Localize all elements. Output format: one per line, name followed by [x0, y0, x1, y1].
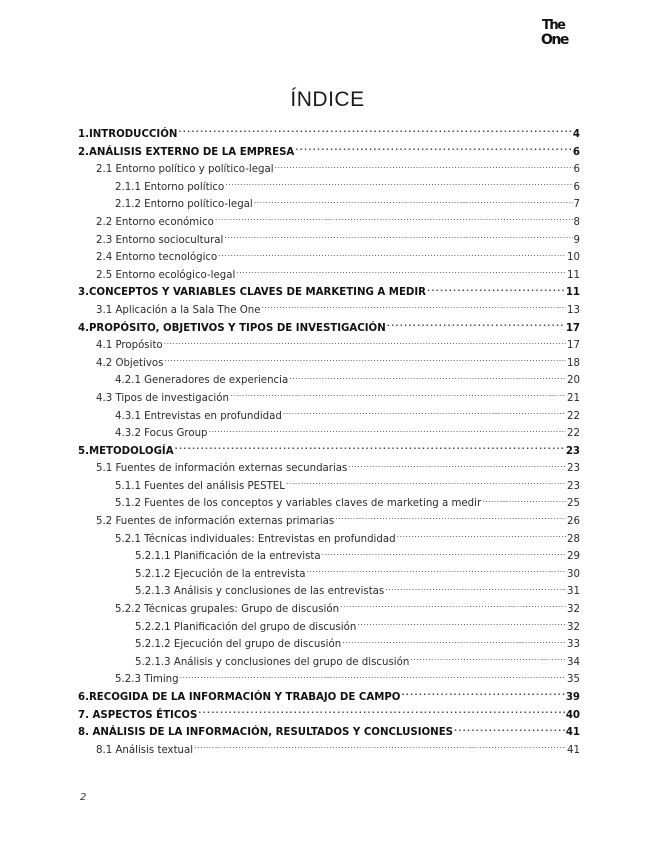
toc-dot-leader [198, 708, 565, 718]
toc-entry-page: 11 [565, 287, 580, 299]
toc-entry[interactable] [78, 161, 580, 179]
toc-entry[interactable] [78, 742, 580, 760]
toc-entry[interactable] [78, 443, 580, 461]
toc-entry-page: 6 [572, 146, 580, 158]
toc-entry-page: 20 [567, 375, 580, 387]
toc-entry[interactable] [78, 460, 580, 478]
toc-entry[interactable] [78, 724, 580, 742]
toc-entry-title: 8.1 Análisis textual [96, 744, 194, 756]
toc-entry-title: 4.3 Tipos de investigación [96, 392, 229, 404]
toc-entry[interactable] [78, 267, 580, 285]
toc-entry-page: 17 [567, 340, 580, 352]
toc-entry[interactable] [78, 408, 580, 426]
toc-entry-title: 5.2.1.3 Análisis y conclusiones del grupo de discusión [135, 656, 410, 668]
toc-entry[interactable] [78, 320, 580, 338]
toc-entry[interactable] [78, 513, 580, 531]
toc-dot-leader [215, 215, 573, 225]
toc-entry-title: 3.CONCEPTOS Y VARIABLES CLAVES DE MARKETING A MEDIR [78, 287, 426, 299]
toc-entry-title: 2.1.2 Entorno político-legal [115, 199, 253, 211]
toc-entry-title: 4.2.1 Generadores de experiencia [115, 375, 289, 387]
toc-entry-title: 2.2 Entorno económico [96, 216, 214, 228]
toc-dot-leader [230, 391, 566, 401]
toc-dot-leader [180, 672, 566, 682]
toc-entry-page: 34 [567, 656, 580, 668]
toc-entry-title: 5.2.1.1 Planificación de la entrevista [135, 551, 321, 563]
toc-entry-page: 22 [567, 410, 580, 422]
toc-entry[interactable] [78, 619, 580, 637]
toc-entry-title: 4.3.1 Entrevistas en profundidad [115, 410, 282, 422]
toc-entry-title: 5.2 Fuentes de información externas primarias [96, 516, 335, 528]
toc-entry-page: 13 [567, 304, 580, 316]
toc-dot-leader [209, 426, 567, 436]
toc-dot-leader [454, 725, 565, 735]
toc-entry[interactable] [78, 548, 580, 566]
toc-entry-page: 6 [573, 181, 580, 193]
toc-entry-page: 32 [567, 604, 580, 616]
toc-entry-page: 11 [567, 269, 580, 281]
toc-entry-page: 30 [567, 568, 580, 580]
toc-entry-title: 2.3 Entorno sociocultural [96, 234, 224, 246]
toc-entry[interactable] [78, 531, 580, 549]
toc-entry-title: 5.2.1.3 Análisis y conclusiones de las entrevistas [135, 586, 385, 598]
toc-dot-leader [164, 356, 566, 366]
toc-entry[interactable] [78, 232, 580, 250]
toc-entry-page: 23 [567, 480, 580, 492]
toc-entry-title: 6.RECOGIDA DE LA INFORMACIÓN Y TRABAJO DE CAMPO [78, 692, 401, 703]
toc-entry[interactable] [78, 355, 580, 373]
toc-entry[interactable] [78, 390, 580, 408]
toc-entry-page: 6 [573, 164, 580, 176]
toc-entry-page: 31 [567, 586, 580, 598]
toc-entry[interactable] [78, 583, 580, 601]
toc-entry-page: 32 [567, 621, 580, 633]
toc-entry-page: 7 [573, 199, 580, 211]
toc-entry-page: 18 [567, 357, 580, 369]
toc-entry[interactable] [78, 214, 580, 232]
toc-entry[interactable] [78, 636, 580, 654]
toc-dot-leader [218, 250, 566, 260]
page-title: ÍNDICE [290, 88, 365, 111]
toc-entry-page: 41 [565, 727, 580, 739]
logo-line-2: One [541, 32, 568, 46]
toc-entry[interactable] [78, 144, 580, 162]
toc-dot-leader [340, 602, 566, 612]
toc-entry[interactable] [78, 495, 580, 513]
toc-dot-leader [306, 567, 566, 577]
toc-dot-leader [275, 162, 573, 172]
page-number: 2 [80, 792, 87, 803]
toc-entry-page: 29 [567, 551, 580, 563]
toc-entry[interactable] [78, 196, 580, 214]
toc-dot-leader [175, 444, 565, 454]
toc-dot-leader [385, 584, 566, 594]
toc-entry-page: 39 [565, 692, 580, 703]
toc-entry-title: 2.ANÁLISIS EXTERNO DE LA EMPRESA [78, 146, 295, 158]
toc-entry[interactable] [78, 689, 580, 707]
toc-dot-leader [482, 496, 566, 506]
toc-dot-leader [224, 233, 572, 243]
toc-entry-title: 5.2.1.2 Ejecución de la entrevista [135, 568, 306, 580]
toc-entry-title: 5.1.2 Fuentes de los conceptos y variables claves de marketing a medir [115, 498, 482, 510]
the-one-logo [540, 16, 576, 46]
toc-dot-leader [427, 285, 565, 295]
toc-entry-title: 2.5 Entorno ecológico-legal [96, 269, 236, 281]
toc-dot-leader [194, 743, 566, 753]
toc-entry-title: 4.1 Propósito [96, 340, 163, 352]
toc-dot-leader [283, 409, 566, 419]
toc-entry-title: 8. ANÁLISIS DE LA INFORMACIÓN, RESULTADOS Y CONCLUSIONES [78, 727, 453, 739]
toc-entry-page: 23 [567, 463, 580, 475]
toc-entry[interactable] [78, 671, 580, 689]
toc-entry-title: 5.1 Fuentes de información externas secundarias [96, 463, 348, 475]
toc-dot-leader [387, 321, 565, 331]
toc-dot-leader [289, 373, 566, 383]
toc-entry[interactable] [78, 478, 580, 496]
toc-dot-leader [322, 549, 566, 559]
toc-entry-page: 23 [565, 445, 580, 457]
toc-entry-title: 2.4 Entorno tecnológico [96, 252, 218, 264]
toc-entry[interactable] [78, 566, 580, 584]
toc-entry[interactable] [78, 337, 580, 355]
toc-dot-leader [342, 637, 566, 647]
toc-entry-title: 1.INTRODUCCIÓN [78, 129, 178, 140]
toc-entry-title: 4.3.2 Focus Group [115, 428, 208, 440]
toc-entry-title: 4.2 Objetivos [96, 357, 164, 369]
toc-entry-title: 5.2.1 Técnicas individuales: Entrevistas en profundidad [115, 533, 396, 545]
toc-dot-leader [236, 268, 566, 278]
toc-entry-title: 5.METODOLOGÍA [78, 445, 174, 457]
toc-entry-title: 4.PROPÓSITO, OBJETIVOS Y TIPOS DE INVESTIGACIÓN [78, 322, 386, 334]
toc-dot-leader [397, 532, 566, 542]
toc-entry[interactable] [78, 126, 580, 144]
toc-entry-page: 28 [567, 533, 580, 545]
table-of-contents [78, 126, 580, 759]
toc-entry-page: 17 [565, 322, 580, 334]
toc-entry[interactable] [78, 654, 580, 672]
toc-entry-page: 8 [573, 216, 580, 228]
toc-dot-leader [254, 197, 573, 207]
toc-entry-page: 33 [567, 639, 580, 651]
toc-entry-page: 35 [567, 674, 580, 686]
toc-entry-page: 26 [567, 516, 580, 528]
toc-dot-leader [335, 514, 566, 524]
toc-entry-page: 10 [567, 252, 580, 264]
toc-dot-leader [178, 127, 572, 137]
toc-entry-page: 40 [565, 709, 580, 721]
toc-entry-title: 2.1.1 Entorno político [115, 181, 225, 193]
toc-entry-title: 5.2.2 Técnicas grupales: Grupo de discusión [115, 604, 340, 616]
toc-entry[interactable] [78, 425, 580, 443]
toc-dot-leader [261, 303, 566, 313]
toc-entry[interactable] [78, 179, 580, 197]
toc-entry[interactable] [78, 601, 580, 619]
toc-dot-leader [295, 145, 572, 155]
toc-entry-page: 4 [572, 129, 580, 140]
toc-dot-leader [401, 690, 564, 700]
toc-entry-title: 7. ASPECTOS ÉTICOS [78, 709, 198, 721]
toc-dot-leader [225, 180, 572, 190]
toc-entry-page: 22 [567, 428, 580, 440]
logo-line-1: The [542, 18, 565, 33]
toc-entry-page: 21 [567, 392, 580, 404]
toc-dot-leader [357, 620, 566, 630]
toc-entry-title: 5.2.2.1 Planificación del grupo de discusión [135, 621, 357, 633]
toc-entry-page: 25 [567, 498, 580, 510]
toc-dot-leader [286, 479, 566, 489]
toc-dot-leader [348, 461, 566, 471]
toc-entry-title: 5.2.1.2 Ejecución del grupo de discusión [135, 639, 342, 651]
toc-entry[interactable] [78, 707, 580, 725]
toc-entry-title: 5.2.3 Timing [115, 674, 179, 686]
toc-dot-leader [164, 338, 566, 348]
toc-entry-page: 41 [567, 744, 580, 756]
toc-dot-leader [410, 655, 566, 665]
toc-entry[interactable] [78, 284, 580, 302]
toc-entry-title: 2.1 Entorno político y político-legal [96, 164, 274, 176]
toc-entry-title: 3.1 Aplicación a la Sala The One [96, 304, 261, 316]
toc-entry-title: 5.1.1 Fuentes del análisis PESTEL [115, 480, 285, 492]
toc-entry-page: 9 [573, 234, 580, 246]
toc-entry[interactable] [78, 302, 580, 320]
toc-entry[interactable] [78, 372, 580, 390]
toc-entry[interactable] [78, 249, 580, 267]
